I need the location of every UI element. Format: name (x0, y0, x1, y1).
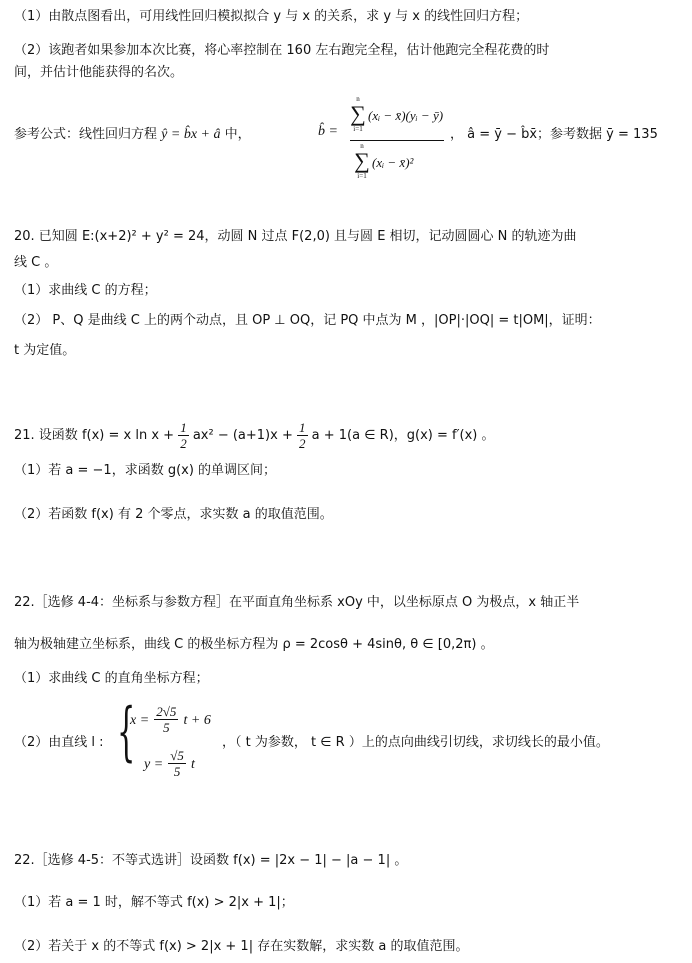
q19-part2-line2: 间，并估计他能获得的名次。 (14, 65, 184, 80)
q19-part2-line1: （2）该跑者如果参加本次比赛，将心率控制在 160 左右跑完全程，估计他跑完全程花费的时 (14, 43, 550, 58)
den-expression: (xᵢ − x̄)² (372, 155, 414, 170)
q22a-stem-line1: 22.［选修 4-4：坐标系与参数方程］在平面直角坐标系 xOy 中，以坐标原点 O 为极点，x 轴正半 (14, 595, 580, 610)
q21-half-fraction-2 (297, 420, 308, 451)
q21-stem (14, 420, 495, 451)
q21-half-den-2: 2 (299, 436, 306, 451)
y-coef-den: 5 (173, 764, 181, 779)
b-hat-denominator (350, 141, 444, 185)
x-coef-fraction (154, 704, 178, 735)
den-sum-lower: i=1 (357, 172, 367, 180)
q21-stem-prefix: 21. 设函数 f(x) = x ln x + (14, 428, 175, 443)
y-coef-fraction (168, 748, 186, 779)
y-lhs: y = (144, 757, 164, 772)
x-lhs: x = (130, 713, 150, 728)
q22b-part2: （2）若关于 x 的不等式 f(x) > 2|x + 1| 存在实数解，求实数 a 的取值范围。 (14, 939, 469, 954)
num-sum-upper: n (356, 95, 360, 103)
x-tail: t + 6 (183, 713, 211, 728)
b-hat-fraction (350, 96, 444, 185)
q21-part1: （1）若 a = −1，求函数 g(x) 的单调区间； (14, 463, 277, 478)
q20-part2-line2: t 为定值。 (14, 343, 76, 358)
line-l-y-equation (144, 748, 195, 779)
q21-half-fraction-1 (178, 420, 189, 451)
b-hat-label: b̂ = (318, 124, 338, 139)
q22b-stem: 22.［选修 4-5：不等式选讲］设函数 f(x) = |2x − 1| − |a − 1| 。 (14, 853, 408, 868)
y-coef-num: √5 (170, 748, 184, 763)
q19-part1: （1）由散点图看出，可用线性回归模拟拟合 y 与 x 的关系，求 y 与 x 的线性回归方程； (14, 9, 529, 24)
q20-part2-line1: （2） P、Q 是曲线 C 上的两个动点，且 OP ⊥ OQ，记 PQ 中点为 M ，|OP|·|OQ| = t|OM|，证明： (14, 313, 601, 328)
q21-part2: （2）若函数 f(x) 有 2 个零点，求实数 a 的取值范围。 (14, 507, 333, 522)
num-expression: (xᵢ − x̄)(yᵢ − ȳ) (368, 108, 444, 123)
q22a-part2-prefix: （2）由直线 l : (14, 735, 104, 750)
q19-reference-formula-row (14, 126, 251, 144)
y-tail: t (191, 757, 195, 772)
den-sum-upper: n (360, 142, 364, 150)
system-brace: { (117, 695, 136, 769)
q20-part1: （1）求曲线 C 的方程； (14, 283, 157, 298)
b-hat-numerator (350, 96, 444, 141)
ref-prefix: 参考公式：线性回归方程 (14, 127, 158, 142)
q21-stem-mid: ax² − (a+1)x + (192, 428, 293, 443)
q20-stem-line1: 20. 已知圆 E:(x+2)² + y² = 24，动圆 N 过点 F(2,0) 且与圆 E 相切，记动圆圆心 N 的轨迹为曲 (14, 229, 577, 244)
num-sigma: ∑ (350, 101, 366, 126)
x-coef-num: 2√5 (156, 704, 177, 719)
line-l-x-equation (130, 704, 211, 735)
ref-regression-eq: ŷ = b̂x + â (161, 127, 221, 142)
ref-mid: 中， (224, 127, 251, 142)
q21-half-num-1: 1 (180, 420, 187, 435)
q22a-part1: （1）求曲线 C 的直角坐标方程； (14, 671, 209, 686)
q21-half-den-1: 2 (180, 436, 187, 451)
q21-stem-suffix: a + 1(a ∈ R)，g(x) = f′(x) 。 (311, 428, 495, 443)
q22a-stem-line2: 轴为极轴建立坐标系，曲线 C 的极坐标方程为 ρ = 2cosθ + 4sinθ, θ ∈ [0,2π) 。 (14, 637, 494, 652)
q22b-part1: （1）若 a = 1 时，解不等式 f(x) > 2|x + 1|； (14, 895, 294, 910)
x-coef-den: 5 (163, 720, 170, 735)
q21-half-num-2: 1 (299, 420, 306, 435)
den-sigma: ∑ (354, 148, 370, 173)
q20-stem-line2: 线 C 。 (14, 255, 58, 270)
q22a-part2-suffix: ，（ t 为参数， t ∈ R ）上的点向曲线引切线，求切线长的最小值。 (222, 735, 609, 750)
a-hat-and-reference: ， â = ȳ − b̂x̄；参考数据 ȳ = 135 (450, 127, 658, 142)
num-sum-lower: i=1 (353, 125, 363, 133)
